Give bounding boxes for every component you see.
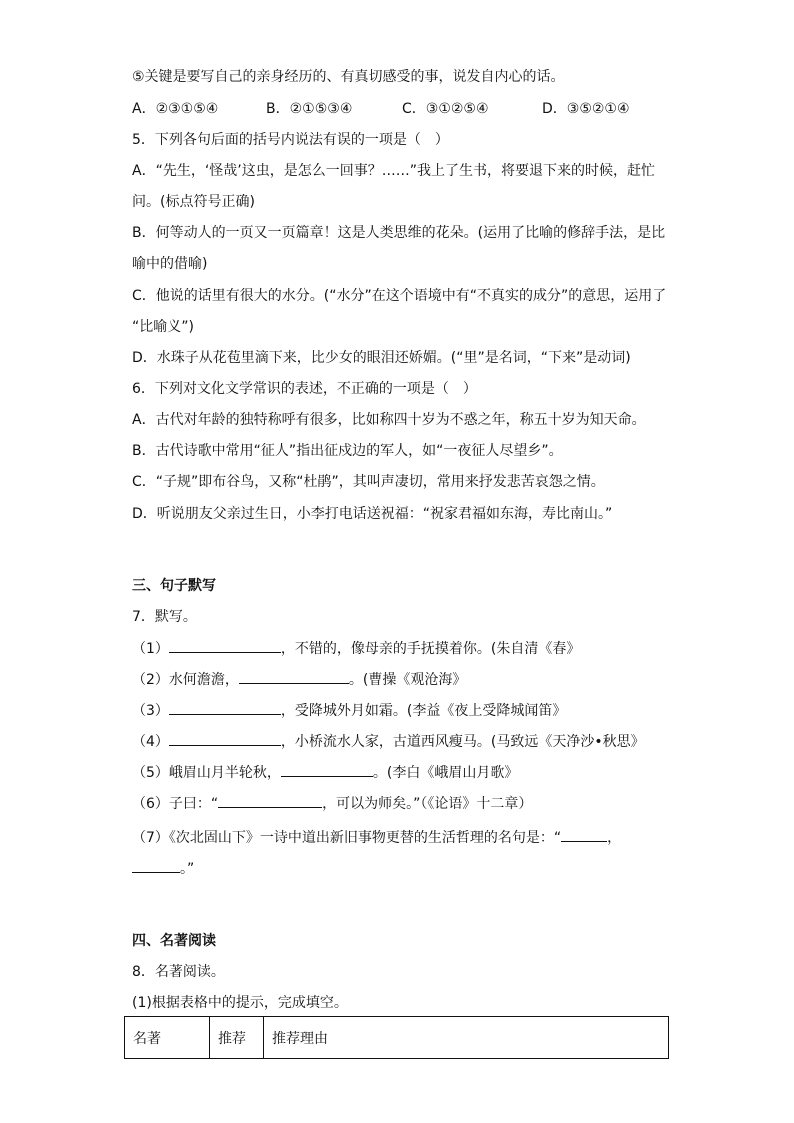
q7-line-6: （6）子曰：“ ，可以为师矣。”（《论语》十二章） [132, 796, 533, 812]
q8-sub-1: (1)根据表格中的提示，完成填空。 [132, 995, 348, 1011]
section-3-title: 三、句子默写 [132, 578, 216, 594]
q7-line-3: （3） ，受降城外月如霜。(李益《夜上受降城闻笛》 [132, 703, 567, 719]
answer-blank[interactable] [239, 671, 349, 684]
q6-stem: 6．下列对文化文学常识的表述，不正确的一项是（ ） [132, 381, 477, 397]
q4-option-a[interactable]: A．②③①⑤④ [132, 101, 219, 117]
q7-line-2: （2）水何澹澹， 。(曹操《观沧海》 [132, 672, 467, 688]
q5-option-a[interactable]: A．“先生，‘怪哉’这虫，是怎么一回事？……”我上了生书，将要退下来的时候，赶忙 [132, 163, 655, 179]
q5-option-b[interactable]: B．何等动人的一页又一页篇章！这是人类思维的花朵。(运用了比喻的修辞手法，是比 [132, 225, 666, 241]
answer-blank[interactable] [169, 733, 281, 746]
table-header-row [125, 1017, 669, 1059]
q7-line-7: （7）《次北固山下》一诗中道出新旧事物更替的生活哲理的名句是：“ ， [132, 830, 622, 846]
answer-blank[interactable] [218, 795, 322, 808]
q6-option-a[interactable]: A．古代对年龄的独特称呼有很多，比如称四十岁为不惑之年，称五十岁为知天命。 [132, 412, 646, 428]
q5-option-d[interactable]: D．水珠子从花苞里滴下来，比少女的眼泪还娇媚。(“里”是名词，“下来”是动词) [132, 350, 631, 366]
answer-blank[interactable] [281, 764, 373, 777]
q4-option-c[interactable]: C．③①②⑤④ [402, 101, 489, 117]
q7-line-7-cont: 。” [132, 860, 194, 878]
q4-options [132, 100, 630, 118]
table-header-cell: 推荐理由 [264, 1017, 669, 1059]
q5-option-c[interactable]: C．他说的话里有很大的水分。(“水分”在这个语境中有“不真实的成分”的意思，运用了 [132, 288, 667, 304]
q6-option-b[interactable]: B．古代诗歌中常用“征人”指出征戍边的军人，如“一夜征人尽望乡”。 [132, 443, 563, 459]
q4-option-d[interactable]: D．③⑤②①④ [542, 101, 630, 117]
q8-stem: 8．名著阅读。 [132, 964, 225, 980]
q7-line-5: （5）峨眉山月半轮秋， 。(李白《峨眉山月歌》 [132, 765, 519, 781]
book-recommendation-table [124, 1016, 669, 1059]
table-header-cell: 名著 [125, 1017, 210, 1059]
q6-option-d[interactable]: D．听说朋友父亲过生日，小李打电话送祝福：“祝家君福如东海，寿比南山。” [132, 506, 613, 522]
q5-stem: 5．下列各句后面的括号内说法有误的一项是（ ） [132, 132, 449, 148]
q6-option-c[interactable]: C．“子规”即布谷鸟，又称“杜鹃”，其叫声凄切，常用来抒发悲苦哀怨之情。 [132, 474, 605, 490]
q7-line-1: （1） ，不错的，像母亲的手抚摸着你。(朱自清《春》 [132, 641, 581, 657]
answer-blank[interactable] [132, 860, 180, 873]
q5-option-c-cont: “比喻义”) [132, 319, 194, 335]
q7-line-4: （4） ，小桥流水人家，古道西风瘦马。(马致远《天净沙•秋思》 [132, 734, 645, 750]
q7-stem: 7．默写。 [132, 609, 197, 625]
answer-blank[interactable] [561, 829, 607, 842]
q5-option-a-cont: 问。(标点符号正确) [132, 194, 255, 210]
q5-option-b-cont: 喻中的借喻) [132, 256, 208, 272]
section-4-title: 四、名著阅读 [132, 933, 216, 949]
answer-blank[interactable] [169, 640, 281, 653]
q4-item-5: ⑤关键是要写自己的亲身经历的、有真切感受的事，说发自内心的话。 [132, 69, 565, 85]
q4-option-b[interactable]: B．②①⑤③④ [266, 101, 353, 117]
table-header-cell: 推荐 [210, 1017, 264, 1059]
answer-blank[interactable] [169, 702, 281, 715]
